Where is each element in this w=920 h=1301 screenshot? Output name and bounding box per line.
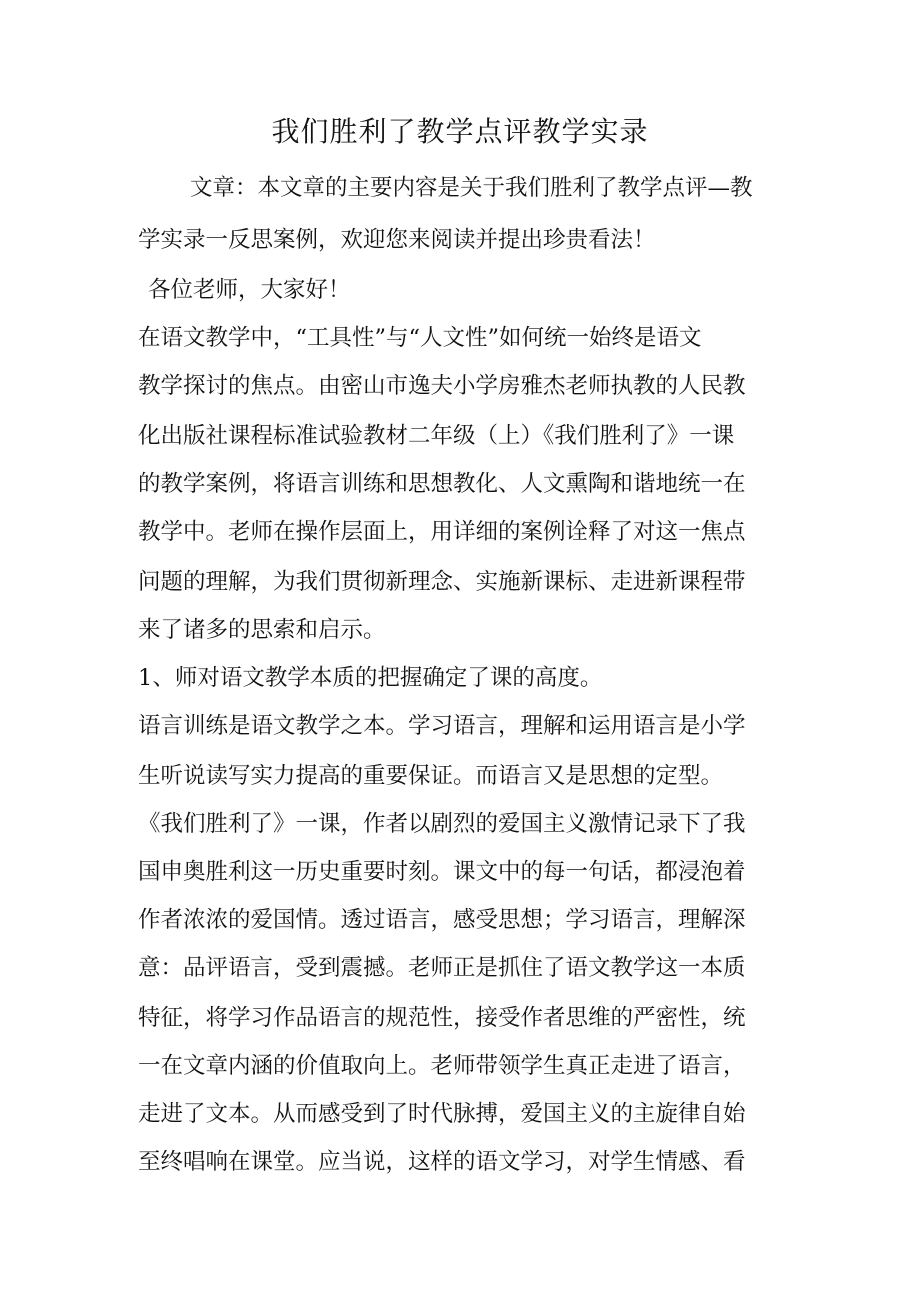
body-line: 的教学案例，将语言训练和思想教化、人文熏陶和谐地统一在 <box>138 471 746 497</box>
body-line: 语言训练是语文教学之本。学习语言，理解和运用语言是小学 <box>138 713 746 739</box>
body-line: 至终唱响在课堂。应当说，这样的语文学习，对学生情感、看 <box>138 1149 746 1175</box>
body-line: 化出版社课程标准试验教材二年级（上）《我们胜利了》一课 <box>138 423 735 449</box>
body-line: 意：品评语言，受到震撼。老师正是抓住了语文教学这一本质 <box>138 955 746 981</box>
body-line: 教学中。老师在操作层面上，用详细的案例诠释了对这一焦点 <box>138 519 746 545</box>
greeting-line: 各位老师，大家好！ <box>148 277 351 303</box>
body-line: 教学探讨的焦点。由密山市逸夫小学房雅杰老师执教的人民教 <box>138 373 746 399</box>
intro-line: 文章：本文章的主要内容是关于我们胜利了教学点评—教 <box>190 175 753 201</box>
body-line: 走进了文本。从而感受到了时代脉搏，爱国主义的主旋律自始 <box>138 1101 746 1127</box>
body-line: 作者浓浓的爱国情。透过语言，感受思想；学习语言，理解深 <box>138 907 746 933</box>
section-heading: 1、师对语文教学本质的把握确定了课的高度。 <box>138 665 603 691</box>
body-line: 在语文教学中，“工具性”与“人文性”如何统一始终是语文 <box>138 325 702 351</box>
body-line: 《我们胜利了》一课，作者以剧烈的爱国主义激情记录下了我 <box>138 811 746 837</box>
body-line: 特征，将学习作品语言的规范性，接受作者思维的严密性，统 <box>138 1005 746 1031</box>
body-line: 来了诸多的思索和启示。 <box>138 617 386 643</box>
body-line: 国申奥胜利这一历史重要时刻。课文中的每一句话，都浸泡着 <box>138 859 746 885</box>
body-line: 一在文章内涵的价值取向上。老师带领学生真正走进了语言， <box>138 1053 746 1079</box>
document-title: 我们胜利了教学点评教学实录 <box>271 115 649 148</box>
intro-line: 学实录一反思案例，欢迎您来阅读并提出珍贵看法！ <box>138 227 656 253</box>
body-line: 生听说读写实力提高的重要保证。而语言又是思想的定型。 <box>138 763 724 789</box>
body-line: 问题的理解，为我们贯彻新理念、实施新课标、走进新课程带 <box>138 569 746 595</box>
